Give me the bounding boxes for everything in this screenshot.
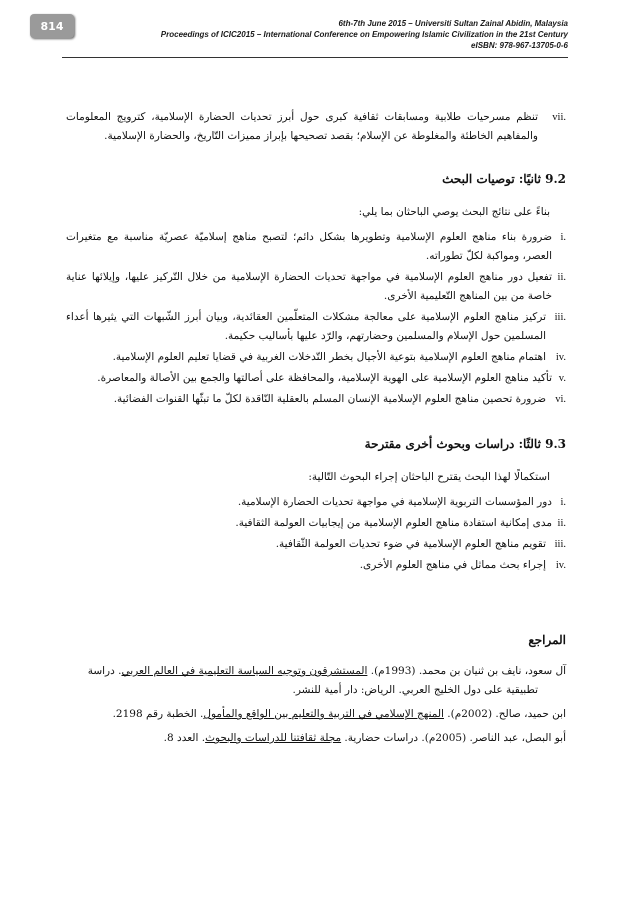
list-item <box>66 268 566 306</box>
reference-author: أبو البصل، عبد الناصر. (2005م). دراسات حضارية. <box>341 732 566 744</box>
item-number: i. <box>560 497 566 508</box>
reference-details: . دراسة <box>87 665 122 677</box>
item-number: v. <box>558 373 566 384</box>
item-number: ii. <box>557 518 566 529</box>
reference-continuation: تطبيقية على دول الخليج العربي. الرياض: دار أمية للنشر. <box>292 684 538 696</box>
item-number: iii. <box>554 539 566 550</box>
header-proceedings-line: Proceedings of ICIC2015 – International Conference on Empowering Islamic Civilization in the 21st Century <box>160 30 568 39</box>
item-text: تفعيل دور مناهج العلوم الإسلامية في مواجهة تحديات الحضارة الإسلامية من خلال التّركيز عليها، وإيلائها عناية خاصة من بين المناهج التّعليمية الأخرى. <box>66 271 552 302</box>
item-text: ضرورة بناء مناهج العلوم الإسلامية وتطويرها بشكل دائم؛ لتصبح مناهج إسلاميّة عصريّة مناسبة مع متغيرات العصر، ومواكبة لكلّ تطوراته. <box>66 231 552 262</box>
reference-entry <box>66 662 566 700</box>
item-number: vi. <box>555 394 566 405</box>
page-number: 814 <box>40 19 64 33</box>
reference-entry <box>66 705 566 724</box>
item-text: اهتمام مناهج العلوم الإسلامية بتوعية الأجيال بخطر التّدخلات الغربية في قضايا تعليم العلوم الإسلامية. <box>112 351 546 363</box>
item-text: تأكيد مناهج العلوم الإسلامية على الهوية الإسلامية، والمحافظة على أصالتها والجمع بين الأصالة والمعاصرة. <box>97 372 552 384</box>
item-text: ضرورة تحصين مناهج العلوم الإسلامية الإنسان المسلم بالعقلية النّاقدة لكلّ ما تبثّها القنوات الفضائية. <box>113 393 546 405</box>
list-item <box>66 308 566 346</box>
list-item <box>66 348 566 367</box>
header-isbn-line: eISBN: 978-967-13705-0-6 <box>471 41 568 50</box>
list-item <box>66 493 566 512</box>
conference-header <box>48 18 568 51</box>
item-text: إجراء بحث مماثل في مناهج العلوم الأخرى. <box>359 559 546 571</box>
list-item <box>66 228 566 266</box>
reference-details: . الخطبة رقم 2198. <box>112 708 204 720</box>
reference-details: . العدد 8. <box>163 732 206 744</box>
item-number: ii. <box>557 272 566 283</box>
list-item <box>66 556 566 575</box>
reference-author: آل سعود، نايف بن ثنيان بن محمد. (1993م). <box>367 665 566 677</box>
item-text: مدى إمكانية استفادة مناهج العلوم الإسلامية من إيجابيات العولمة الثقافية. <box>235 517 552 529</box>
item-number: iv. <box>555 352 566 363</box>
list-item <box>66 390 566 409</box>
section-heading-9-3: 9.3 ثالثًا: دراسات وبحوث أخرى مقترحة <box>364 437 566 451</box>
item-text: تركيز مناهج العلوم الإسلامية على معالجة مشكلات المتعلّمين العقائدية، وبيان أبرز الشّبهات التي يثيرها أعداء المسلمين حول الإسلام والمسلمين وحضارتهم، والرّد عليها بأساليب حكيمة. <box>66 311 546 342</box>
item-number: vii. <box>552 112 566 123</box>
header-date-line: 6th-7th June 2015 – Universiti Sultan Zainal Abidin, Malaysia <box>338 19 568 28</box>
reference-title: المستشرقون وتوجيه السياسة التعليمية في العالم العربي <box>121 665 368 677</box>
item-text: تقويم مناهج العلوم الإسلامية في ضوء تحديات العولمة الثّقافية. <box>275 538 546 550</box>
reference-title: المنهج الإسلامي في التربية والتعليم بين الواقع والمأمول <box>203 708 444 720</box>
reference-title: مجلة ثقافتنا للدراسات والبحوث <box>205 732 342 744</box>
reference-author: ابن حميد، صالح. (2002م). <box>443 708 566 720</box>
section-intro: بناءً على نتائج البحث يوصي الباحثان بما يلي: <box>358 206 550 218</box>
item-text: تنظم مسرحيات طلابية ومسابقات ثقافية كبرى حول أبرز تحديات الحضارة الإسلامية، كترويج المعلومات والمفاهيم الخاطئة والمغلوطة عن الإسلام؛ بقصد تصحيحها بإبراز مميزات التّاريخ، والحضارة الإسلامية. <box>66 111 538 142</box>
section-heading-9-2: 9.2 ثانيًا: توصيات البحث <box>442 172 566 186</box>
item-text: دور المؤسسات التربوية الإسلامية في مواجهة تحديات الحضارة الإسلامية. <box>237 496 552 508</box>
list-item <box>66 514 566 533</box>
item-number: iii. <box>554 312 566 323</box>
references-heading: المراجع <box>528 633 566 647</box>
list-item <box>66 369 566 388</box>
paper-body <box>66 108 566 753</box>
recommendation-item-vii <box>66 108 566 146</box>
list-item <box>66 535 566 554</box>
reference-entry <box>66 729 566 748</box>
section-intro: استكمالًا لهذا البحث يقترح الباحثان إجراء البحوث التّالية: <box>308 471 550 483</box>
item-number: i. <box>560 232 566 243</box>
item-number: iv. <box>555 560 566 571</box>
header-divider <box>62 57 568 58</box>
